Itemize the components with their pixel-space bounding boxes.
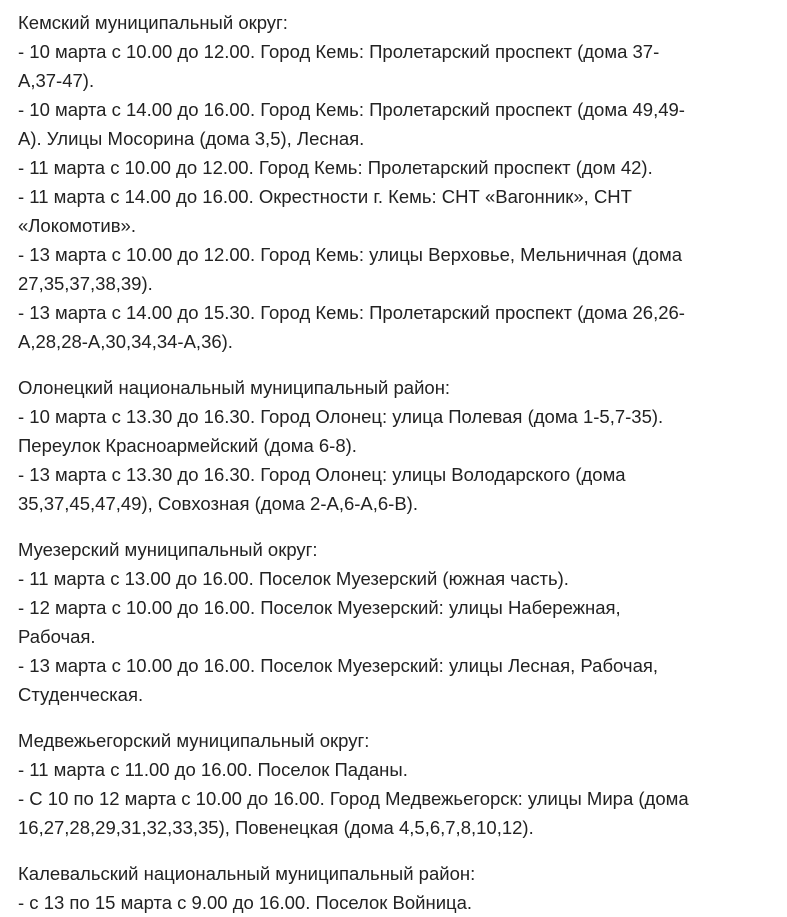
section-heading: Калевальский национальный муниципальный район: xyxy=(18,863,476,884)
section-heading: Кемский муниципальный округ: xyxy=(18,12,288,33)
schedule-line: 16,27,28,29,31,32,33,35), Повенецкая (дома 4,5,6,7,8,10,12). xyxy=(18,817,534,838)
schedule-line: 35,37,45,47,49), Совхозная (дома 2-А,6-А,6-В). xyxy=(18,493,418,514)
schedule-line: - 11 марта с 14.00 до 16.00. Окрестности г. Кемь: СНТ «Вагонник», СНТ xyxy=(18,186,632,207)
schedule-line: Переулок Красноармейский (дома 6-8). xyxy=(18,435,357,456)
schedule-line: - 13 марта с 10.00 до 16.00. Поселок Муезерский: улицы Лесная, Рабочая, xyxy=(18,655,659,676)
section-heading: Муезерский муниципальный округ: xyxy=(18,539,318,560)
schedule-line: - 11 марта с 11.00 до 16.00. Поселок Паданы. xyxy=(18,759,408,780)
schedule-line: А,37-47). xyxy=(18,70,95,91)
section-olonetsky xyxy=(18,373,778,518)
section-heading: Медвежьегорский муниципальный округ: xyxy=(18,730,370,751)
schedule-line: - 10 марта с 14.00 до 16.00. Город Кемь: Пролетарский проспект (дома 49,49- xyxy=(18,99,685,120)
schedule-line: 27,35,37,38,39). xyxy=(18,273,153,294)
schedule-line: - 12 марта с 10.00 до 16.00. Поселок Муезерский: улицы Набережная, xyxy=(18,597,621,618)
schedule-line: - 10 марта с 13.30 до 16.30. Город Олонец: улица Полевая (дома 1-5,7-35). xyxy=(18,406,664,427)
schedule-line: - 13 марта с 13.30 до 16.30. Город Олонец: улицы Володарского (дома xyxy=(18,464,626,485)
section-muezersky xyxy=(18,535,778,709)
section-medvezhyegorsky xyxy=(18,726,778,842)
schedule-line: - 11 марта с 13.00 до 16.00. Поселок Муезерский (южная часть). xyxy=(18,568,569,589)
schedule-line: Студенческая. xyxy=(18,684,144,705)
document-body xyxy=(18,8,778,917)
schedule-line: - 10 марта с 10.00 до 12.00. Город Кемь: Пролетарский проспект (дома 37- xyxy=(18,41,660,62)
schedule-line: - 13 марта с 14.00 до 15.30. Город Кемь: Пролетарский проспект (дома 26,26- xyxy=(18,302,685,323)
schedule-line: - С 10 по 12 марта с 10.00 до 16.00. Город Медвежьегорск: улицы Мира (дома xyxy=(18,788,689,809)
schedule-line: - 11 марта с 10.00 до 12.00. Город Кемь: Пролетарский проспект (дом 42). xyxy=(18,157,653,178)
schedule-line: Рабочая. xyxy=(18,626,96,647)
section-heading: Олонецкий национальный муниципальный район: xyxy=(18,377,451,398)
section-kemsky xyxy=(18,8,778,356)
section-kalevalsky xyxy=(18,859,778,917)
schedule-line: - с 13 по 15 марта с 9.00 до 16.00. Поселок Войница. xyxy=(18,892,473,913)
schedule-line: А). Улицы Мосорина (дома 3,5), Лесная. xyxy=(18,128,365,149)
schedule-line: - 13 марта с 10.00 до 12.00. Город Кемь: улицы Верховье, Мельничная (дома xyxy=(18,244,683,265)
schedule-line: А,28,28-А,30,34,34-А,36). xyxy=(18,331,233,352)
schedule-line: «Локомотив». xyxy=(18,215,136,236)
